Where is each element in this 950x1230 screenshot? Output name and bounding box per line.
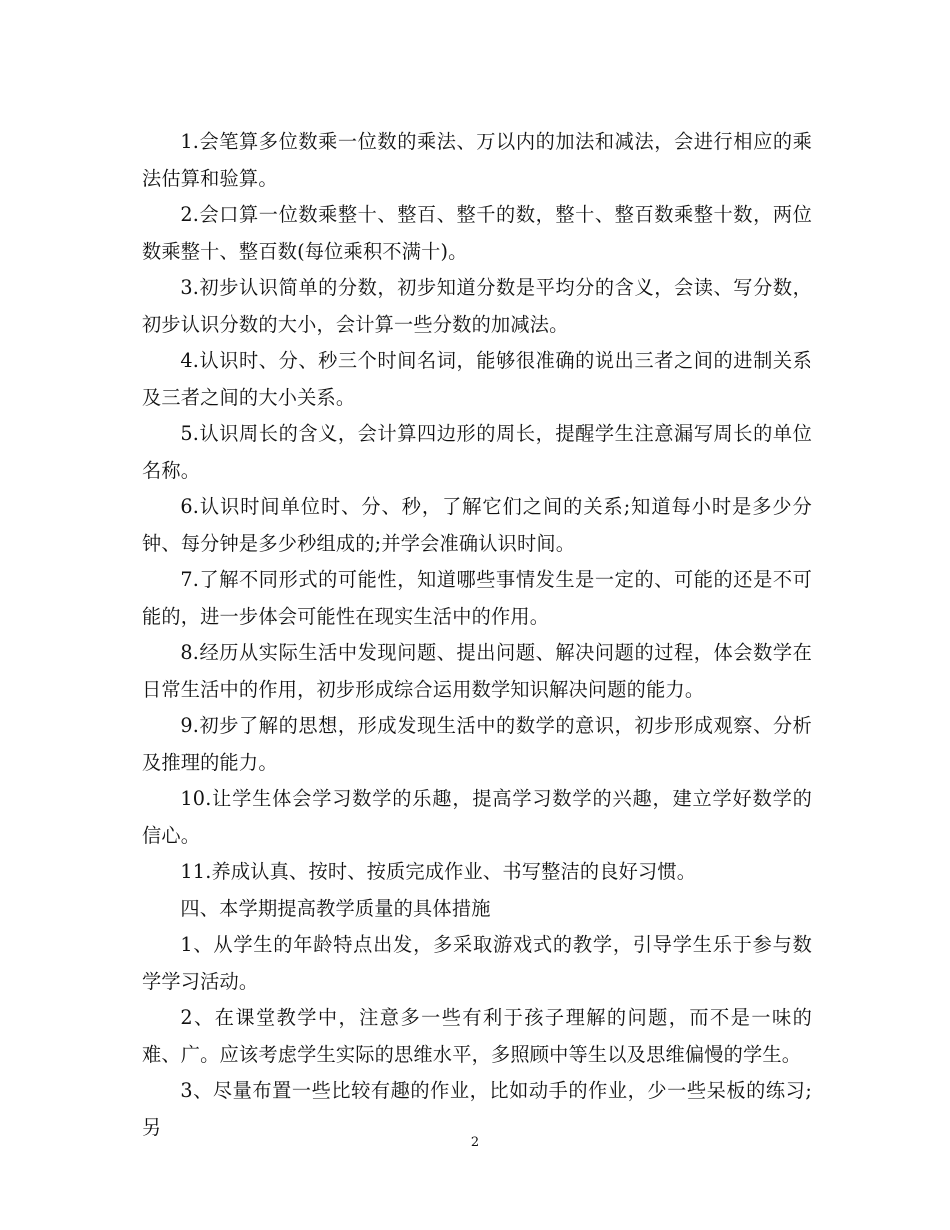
paragraph-2: 2.会口算一位数乘整十、整百、整千的数，整十、整百数乘整十数，两位数乘整十、整百数(每位乘积不满十)。	[142, 203, 812, 263]
paragraph-7: 7.了解不同形式的可能性，知道哪些事情发生是一定的、可能的还是不可能的，进一步体会可能性在现实生活中的作用。	[142, 568, 812, 628]
paragraph-11: 11.养成认真、按时、按质完成作业、书写整洁的良好习惯。	[180, 860, 697, 883]
page-number: 2	[470, 1135, 480, 1150]
paragraph-1: 1.会笔算多位数乘一位数的乘法、万以内的加法和减法，会进行相应的乘法估算和验算。	[142, 130, 812, 190]
paragraph-5: 5.认识周长的含义，会计算四边形的周长，提醒学生注意漏写周长的单位名称。	[142, 422, 812, 482]
document-body	[142, 124, 812, 1146]
paragraph-8: 8.经历从实际生活中发现问题、提出问题、解决问题的过程，体会数学在日常生活中的作用，初步形成综合运用数学知识解决问题的能力。	[142, 641, 812, 701]
measure-3: 3、尽量布置一些比较有趣的作业，比如动手的作业，少一些呆板的练习;另	[142, 1079, 812, 1139]
section-heading: 四、本学期提高教学质量的具体措施	[180, 896, 491, 920]
paragraph-6: 6.认识时间单位时、分、秒，了解它们之间的关系;知道每小时是多少分钟、每分钟是多少秒组成的;并学会准确认识时间。	[142, 495, 812, 555]
measure-2: 2、在课堂教学中，注意多一些有利于孩子理解的问题，而不是一味的难、广。应该考虑学生实际的思维水平，多照顾中等生以及思维偏慢的学生。	[142, 1006, 812, 1066]
paragraph-3: 3.初步认识简单的分数，初步知道分数是平均分的含义，会读、写分数，初步认识分数的大小，会计算一些分数的加减法。	[142, 276, 812, 336]
paragraph-4: 4.认识时、分、秒三个时间名词，能够很准确的说出三者之间的进制关系及三者之间的大小关系。	[142, 349, 812, 409]
paragraph-10: 10.让学生体会学习数学的乐趣，提高学习数学的兴趣，建立学好数学的信心。	[142, 787, 812, 847]
measure-1: 1、从学生的年龄特点出发，多采取游戏式的教学，引导学生乐于参与数学学习活动。	[142, 933, 812, 993]
paragraph-9: 9.初步了解的思想，形成发现生活中的数学的意识，初步形成观察、分析及推理的能力。	[142, 714, 812, 774]
